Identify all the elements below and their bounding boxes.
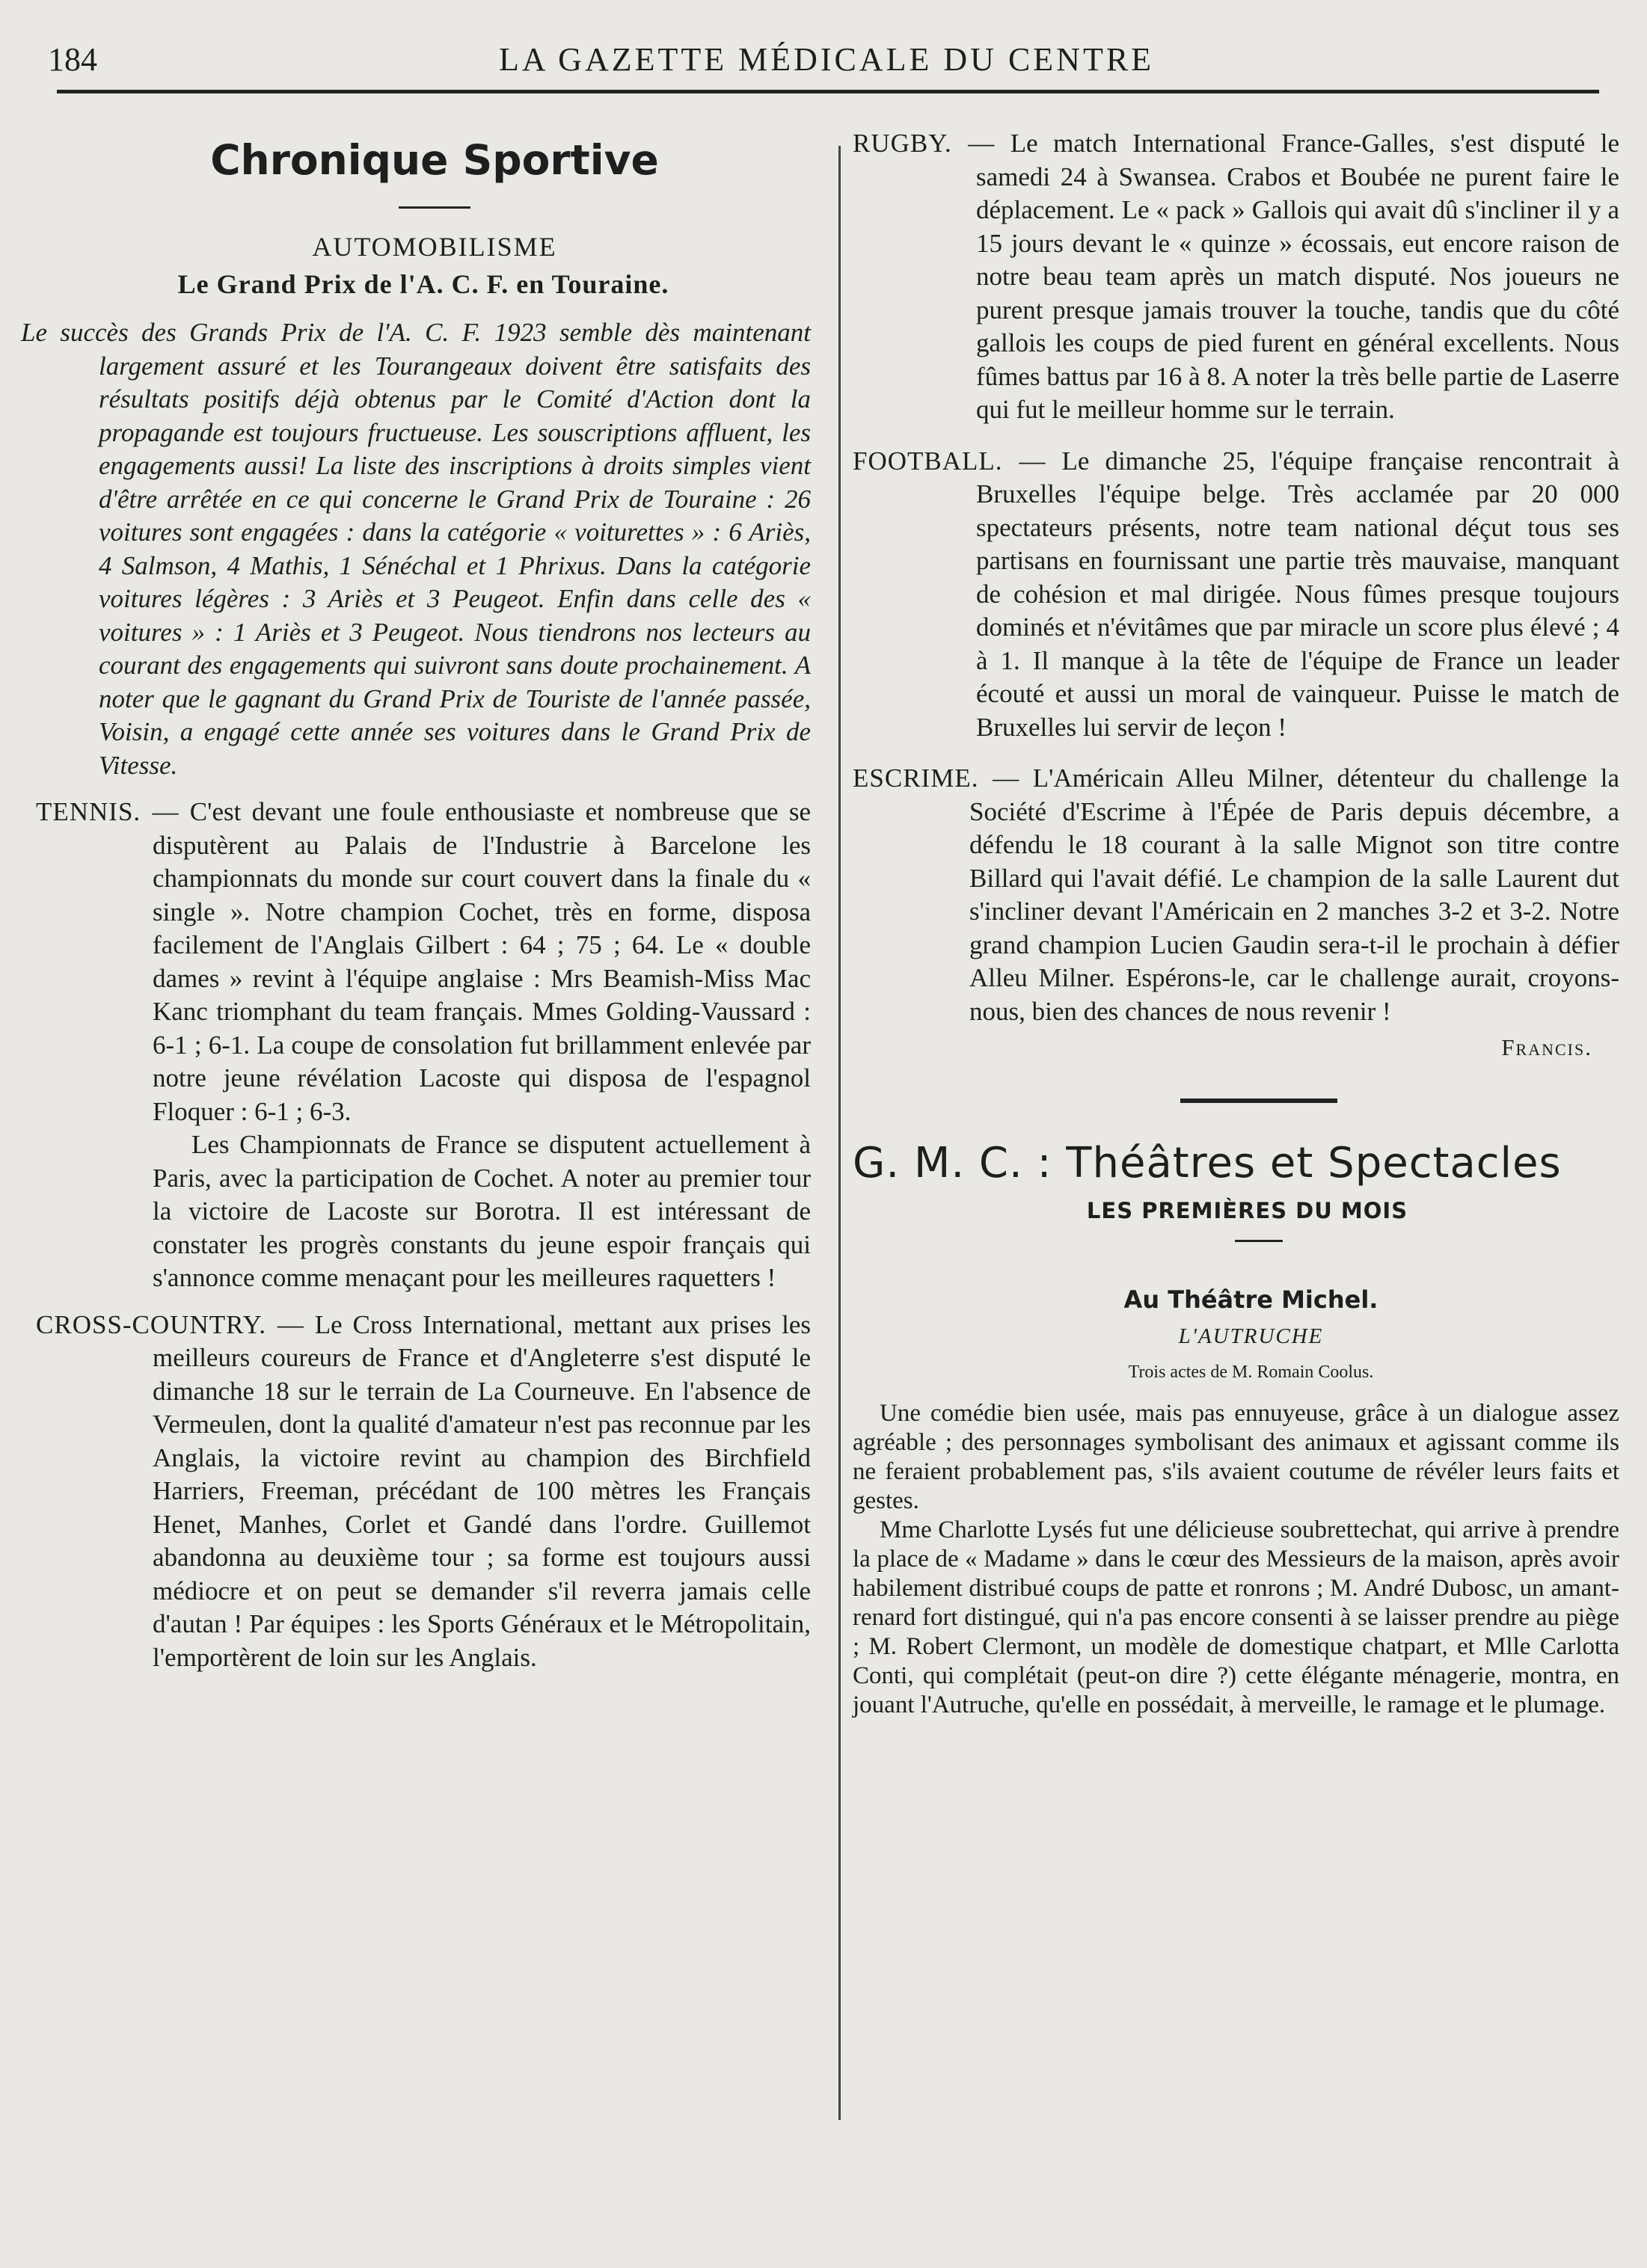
football-paragraph (853, 445, 1619, 745)
title-rule (399, 206, 470, 209)
escrime-paragraph (853, 762, 1619, 1028)
grand-prix-subtitle: Le Grand Prix de l'A. C. F. en Touraine. (177, 269, 669, 299)
automobilisme-heading: AUTOMOBILISME (312, 232, 557, 262)
header-rule (57, 90, 1599, 93)
play-title: L'AUTRUCHE (1178, 1324, 1324, 1348)
tennis-paragraph-2: Les Championnats de France se disputent actuellement à Paris, avec la participation de Cochet. A noter au premier tour la victoire de Lacoste sur Borotra. Il est intéressant de constater les progrès constants du jeune espoir français qui s'annonce comme menaçant pour les meilleures raquetters ! (153, 1130, 811, 1292)
escrime-lead: ESCRIME. — (853, 763, 1020, 793)
cross-country-lead: CROSS-COUNTRY. — (36, 1309, 304, 1339)
running-title: LA GAZETTE MÉDICALE DU CENTRE (498, 41, 1155, 78)
premieres-rule (1235, 1240, 1283, 1242)
theatre-name: Au Théâtre Michel. (1123, 1285, 1378, 1314)
review-paragraph-2: Mme Charlotte Lysés fut une délicieuse soubrettechat, qui arrive à prendre la place de « Madame » dans le cœur des Messieurs de la maison, après avoir habilement distribué coups de patte et ronrons ; M. André Dubosc, un amant-renard fort distingué, qui n'a pas encore consenti à se laisser prendre au piège ; M. Robert Clermont, un modèle de domestique chatpart, et Mlle Carlotta Conti, qui complétait (peut-on dire ?) cette élégante ménagerie, montra, en jouant l'Autruche, qu'elle en possédait, à merveille, le ramage et le plumage. (853, 1516, 1619, 1718)
premieres-subheading: LES PREMIÈRES DU MOIS (1086, 1198, 1408, 1223)
rugby-paragraph (853, 127, 1619, 427)
football-lead: FOOTBALL. — (853, 446, 1046, 476)
cross-country-paragraph (36, 1309, 811, 1675)
left-column (21, 127, 812, 1674)
cross-country-text: Le Cross International, mettant aux prises les meilleurs coureurs de France et d'Angleterre s'est disputé le dimanche 18 sur le terrain de La Courneuve. En l'absence de Vermeulen, dont la qualité d'amateur n'est pas reconnue par les Anglais, la victoire revint au champion des Birchfield Harriers, Freeman, précédant de 100 mètres les Français Henet, Manhes, Corlet et Gandé dans l'ordre. Guillemot abandonna au deuxième tour ; sa forme est toujours aussi médiocre et on peut se demander s'il reverra jamais celle d'autan ! Par équipes : les Sports Généraux et le Métropolitain, l'emportèrent de loin sur les Anglais. (153, 1309, 811, 1672)
football-text: Le dimanche 25, l'équipe française rencontrait à Bruxelles l'équipe belge. Très acclamée par 20 000 spectateurs présents, notre team national déçut tous ses partisans en fournissant une partie très mauvaise, manquant de cohésion et mal dirigée. Nous fûmes presque toujours dominés et n'évitâmes que par miracle un score plus élevé ; 4 à 1. Il manque à la tête de l'équipe de France un leader écouté et aussi un moral de vainqueur. Puisse le match de Bruxelles lui servir de leçon ! (976, 446, 1619, 742)
review-paragraph-1: Une comédie bien usée, mais pas ennuyeuse, grâce à un dialogue assez agréable ; des personnages symbolisant des animaux et agissant comme ils ne feraient probablement pas, s'ils avaient coutume de révéler leurs faits et gestes. (853, 1400, 1619, 1514)
author-signature: Francis. (1501, 1034, 1592, 1060)
rugby-text: Le match International France-Galles, s'est disputé le samedi 24 à Swansea. Crabos et Boubée ne purent faire le déplacement. Le « pack » Gallois qui avait dû s'incliner il y a 15 jours devant le « quinze » écossais, eut encore raison de notre beau team après un match disputé. Nos joueurs ne purent presque jamais trouver la touche, tandis que du côté gallois les coups de pied furent en général excellents. Nous fûmes battus par 16 à 8. A noter la très belle partie de Laserre qui fut le meilleur homme sur le terrain. (976, 129, 1619, 424)
tennis-paragraph (36, 796, 811, 1128)
right-column (853, 127, 1619, 1720)
tennis-lead: TENNIS. — (36, 797, 180, 826)
play-credits: Trois actes de M. Romain Coolus. (1128, 1362, 1374, 1382)
theatre-section-heading: G. M. C. : Théâtres et Spectacles (853, 1139, 1562, 1187)
section-separator (1180, 1098, 1337, 1103)
tennis-text: C'est devant une foule enthousiaste et nombreuse que se disputèrent au Palais de l'Industrie à Barcelone les championnats du monde sur court couvert dans la finale du « single ». Notre champion Cochet, très en forme, disposa facilement de l'Anglais Gilbert : 64 ; 75 ; 64. Le « double dames » revint à l'équipe anglaise : Mrs Beamish-Miss Mac Kanc triomphant du team français. Mmes Golding-Vaussard : 6-1 ; 6-1. La coupe de consolation fut brillamment enlevée par notre jeune révélation Lacoste qui disposa de l'espagnol Floquer : 6-1 ; 6-3. (153, 797, 812, 1126)
rugby-lead: RUGBY. — (853, 129, 996, 158)
automobilisme-paragraph: Le succès des Grands Prix de l'A. C. F. 1923 semble dès maintenant largement assuré et les Tourangeaux doivent être satisfaits des résultats positifs déjà obtenus par le Comité d'Action dont la propagande est toujours fructueuse. Les souscriptions affluent, les engagements aussi! La liste des inscriptions à droits simples vient d'être arrêtée en ce qui concerne le Grand Prix de Touraine : 26 voitures sont engagées : dans la catégorie « voiturettes » : 6 Ariès, 4 Salmson, 4 Mathis, 1 Sénéchal et 1 Phrixus. Dans la catégorie voitures légères : 3 Ariès et 3 Peugeot. Enfin dans celle des « voitures » : 1 Ariès et 3 Peugeot. Nous tiendrons nos lecteurs au courant des engagements qui suivront sans doute prochainement. A noter que le gagnant du Grand Prix de Touriste de l'année passée, Voisin, a engagé cette année ses voitures dans le Grand Prix de Vitesse. (21, 318, 811, 780)
escrime-text: L'Américain Alleu Milner, détenteur du challenge la Société d'Escrime à l'Épée de Paris depuis décembre, a défendu le 18 courant à la salle Mignot son titre contre Billard qui l'avait défié. Le champion de la salle Laurent dut s'incliner devant l'Américain en 2 manches 3-2 et 3-2. Notre grand champion Lucien Gaudin sera-t-il le prochain à défier Alleu Milner. Espérons-le, car le challenge aurait, croyons-nous, bien des chances de nous revenir ! (969, 763, 1619, 1026)
page-header (45, 36, 1608, 96)
page-number: 184 (48, 41, 97, 78)
section-heading-chronique: Chronique Sportive (210, 136, 659, 184)
column-divider (838, 146, 841, 2120)
